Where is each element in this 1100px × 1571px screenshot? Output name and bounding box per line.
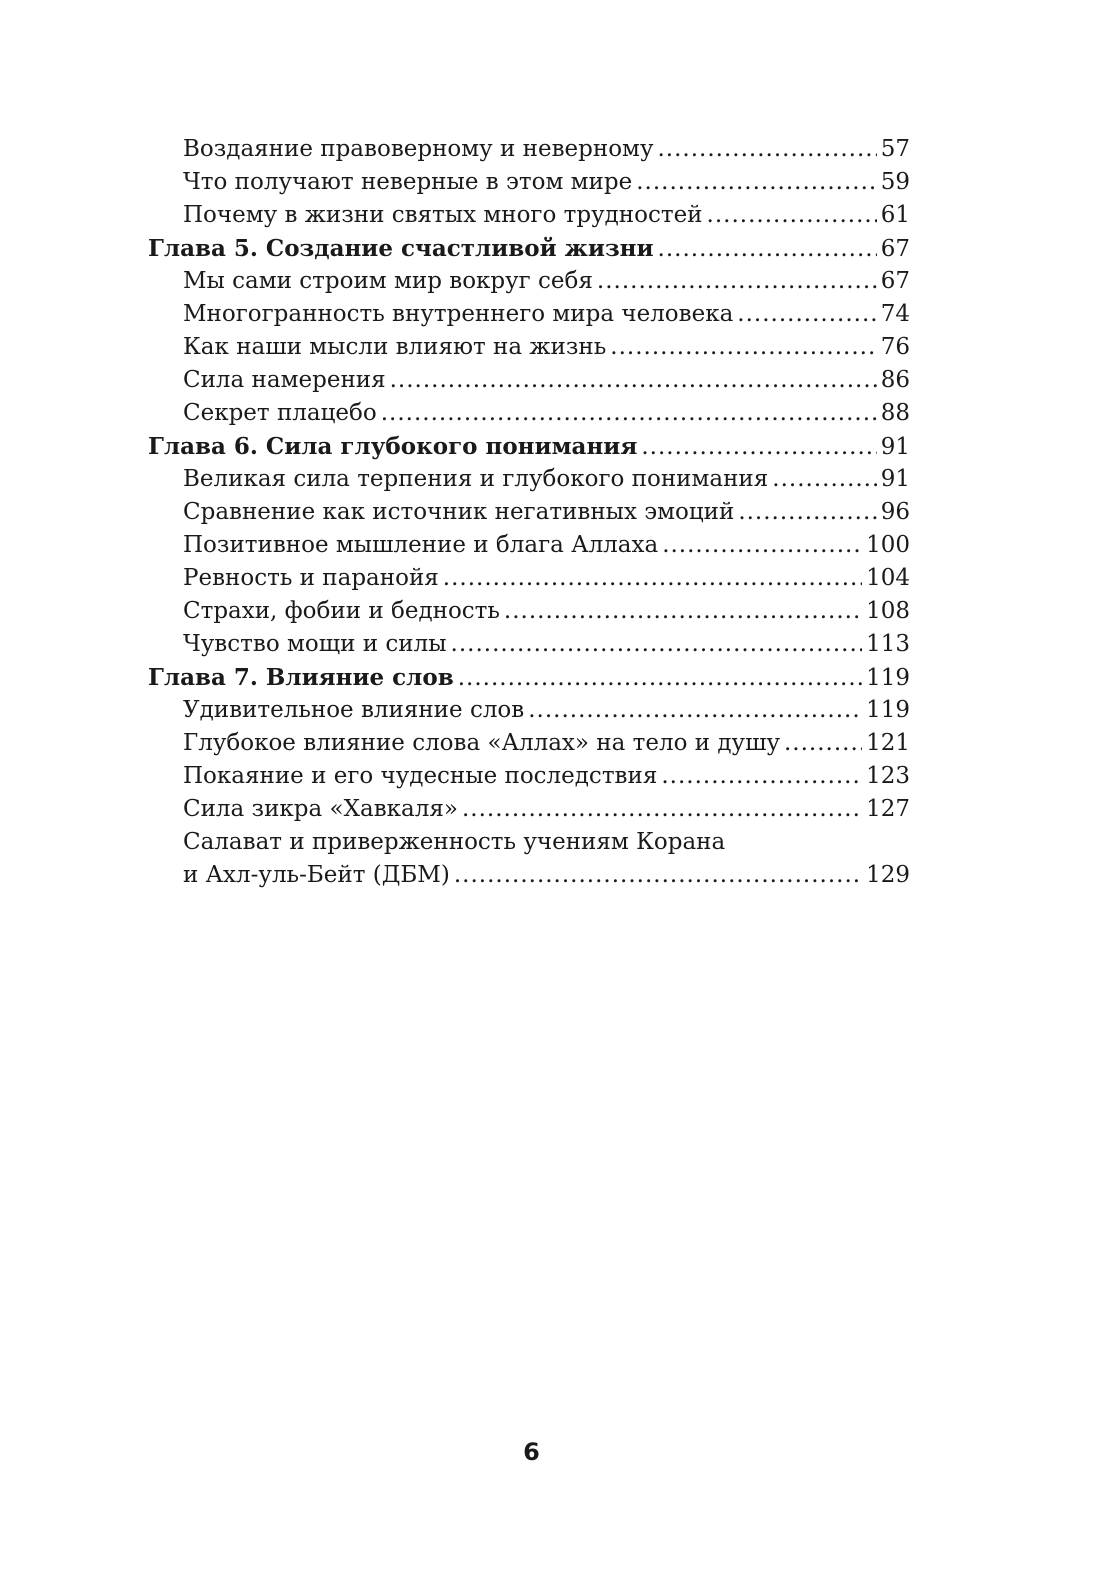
toc-entry-page: 57 — [880, 136, 910, 162]
toc-entry-title: Великая сила терпения и глубокого понимания — [183, 466, 769, 492]
toc-entry-page: 67 — [880, 236, 910, 262]
toc-section-row — [148, 859, 910, 892]
dot-leader — [636, 166, 877, 199]
dot-leader — [707, 199, 877, 232]
toc-entry-page: 123 — [866, 763, 910, 789]
dot-leader — [451, 628, 863, 661]
toc-entry-title: и Ахл-уль-Бейт (ДБМ) — [183, 862, 450, 888]
toc-entry-title: Глава 6. Сила глубокого понимания — [148, 433, 638, 460]
toc-chapter-row — [148, 661, 910, 694]
dot-leader — [737, 298, 876, 331]
dot-leader — [641, 431, 876, 464]
toc-entry-page: 76 — [880, 334, 910, 360]
toc-entry-page: 91 — [880, 434, 910, 460]
toc-entry-page: 67 — [880, 268, 910, 294]
toc-section-row — [148, 826, 910, 859]
dot-leader — [784, 727, 862, 760]
dot-leader — [390, 364, 877, 397]
toc-entry-page: 61 — [880, 202, 910, 228]
toc-entry-page: 104 — [866, 565, 910, 591]
toc-entry-page: 127 — [866, 796, 910, 822]
toc-section-row — [148, 496, 910, 529]
toc-entry-title: Покаяние и его чудесные последствия — [183, 763, 658, 789]
toc-entry-page: 129 — [866, 862, 910, 888]
dot-leader — [458, 662, 862, 695]
toc-entry-title: Глава 7. Влияние слов — [148, 664, 454, 691]
toc-section-row — [148, 562, 910, 595]
dot-leader — [528, 694, 862, 727]
toc-section-row — [148, 133, 910, 166]
dot-leader — [610, 331, 876, 364]
toc-section-row — [148, 364, 910, 397]
toc-entry-page: 91 — [880, 466, 910, 492]
toc-entry-title: Страхи, фобии и бедность — [183, 598, 500, 624]
toc-section-row — [148, 760, 910, 793]
toc-entry-title: Сравнение как источник негативных эмоций — [183, 499, 735, 525]
table-of-contents — [148, 133, 910, 892]
toc-entry-title: Удивительное влияние слов — [183, 697, 525, 723]
toc-section-row — [148, 199, 910, 232]
toc-entry-page: 100 — [866, 532, 910, 558]
toc-section-row — [148, 397, 910, 430]
toc-section-row — [148, 298, 910, 331]
toc-chapter-row — [148, 430, 910, 463]
toc-entry-page: 108 — [866, 598, 910, 624]
toc-entry-title: Чувство мощи и силы — [183, 631, 447, 657]
toc-entry-title: Позитивное мышление и блага Аллаха — [183, 532, 659, 558]
toc-entry-title: Глава 5. Создание счастливой жизни — [148, 235, 654, 262]
dot-leader — [772, 463, 876, 496]
toc-entry-title: Ревность и паранойя — [183, 565, 439, 591]
dot-leader — [657, 133, 876, 166]
toc-entry-page: 121 — [866, 730, 910, 756]
toc-entry-page: 119 — [866, 665, 910, 691]
dot-leader — [661, 760, 862, 793]
toc-section-row — [148, 463, 910, 496]
toc-entry-title: Как наши мысли влияют на жизнь — [183, 334, 607, 360]
toc-entry-title: Воздаяние правоверному и неверному — [183, 136, 654, 162]
toc-entry-title: Почему в жизни святых много трудностей — [183, 202, 703, 228]
dot-leader — [504, 595, 862, 628]
toc-entry-title: Сила намерения — [183, 367, 386, 393]
dot-leader — [381, 397, 877, 430]
dot-leader — [658, 233, 877, 266]
toc-section-row — [148, 793, 910, 826]
dot-leader — [597, 265, 877, 298]
toc-entry-title: Салават и приверженность учениям Корана — [183, 829, 726, 855]
toc-section-row — [148, 595, 910, 628]
toc-entry-page: 119 — [866, 697, 910, 723]
page-number: 6 — [523, 1438, 540, 1466]
toc-entry-page: 86 — [880, 367, 910, 393]
toc-section-row — [148, 529, 910, 562]
dot-leader — [662, 529, 862, 562]
toc-section-row — [148, 694, 910, 727]
dot-leader — [462, 793, 862, 826]
toc-entry-title: Что получают неверные в этом мире — [183, 169, 633, 195]
dot-leader — [443, 562, 862, 595]
toc-entry-title: Мы сами строим мир вокруг себя — [183, 268, 593, 294]
toc-section-row — [148, 628, 910, 661]
toc-entry-title: Сила зикра «Хавкаля» — [183, 796, 458, 822]
toc-section-row — [148, 166, 910, 199]
toc-entry-page: 96 — [880, 499, 910, 525]
toc-chapter-row — [148, 232, 910, 265]
dot-leader — [738, 496, 876, 529]
toc-section-row — [148, 727, 910, 760]
toc-entry-title: Глубокое влияние слова «Аллах» на тело и душу — [183, 730, 780, 756]
toc-section-row — [148, 331, 910, 364]
dot-leader — [454, 859, 862, 892]
toc-entry-page: 74 — [880, 301, 910, 327]
toc-entry-title: Многогранность внутреннего мира человека — [183, 301, 734, 327]
toc-entry-page: 59 — [880, 169, 910, 195]
toc-entry-page: 113 — [866, 631, 910, 657]
toc-entry-title: Секрет плацебо — [183, 400, 377, 426]
toc-entry-page: 88 — [880, 400, 910, 426]
toc-section-row — [148, 265, 910, 298]
